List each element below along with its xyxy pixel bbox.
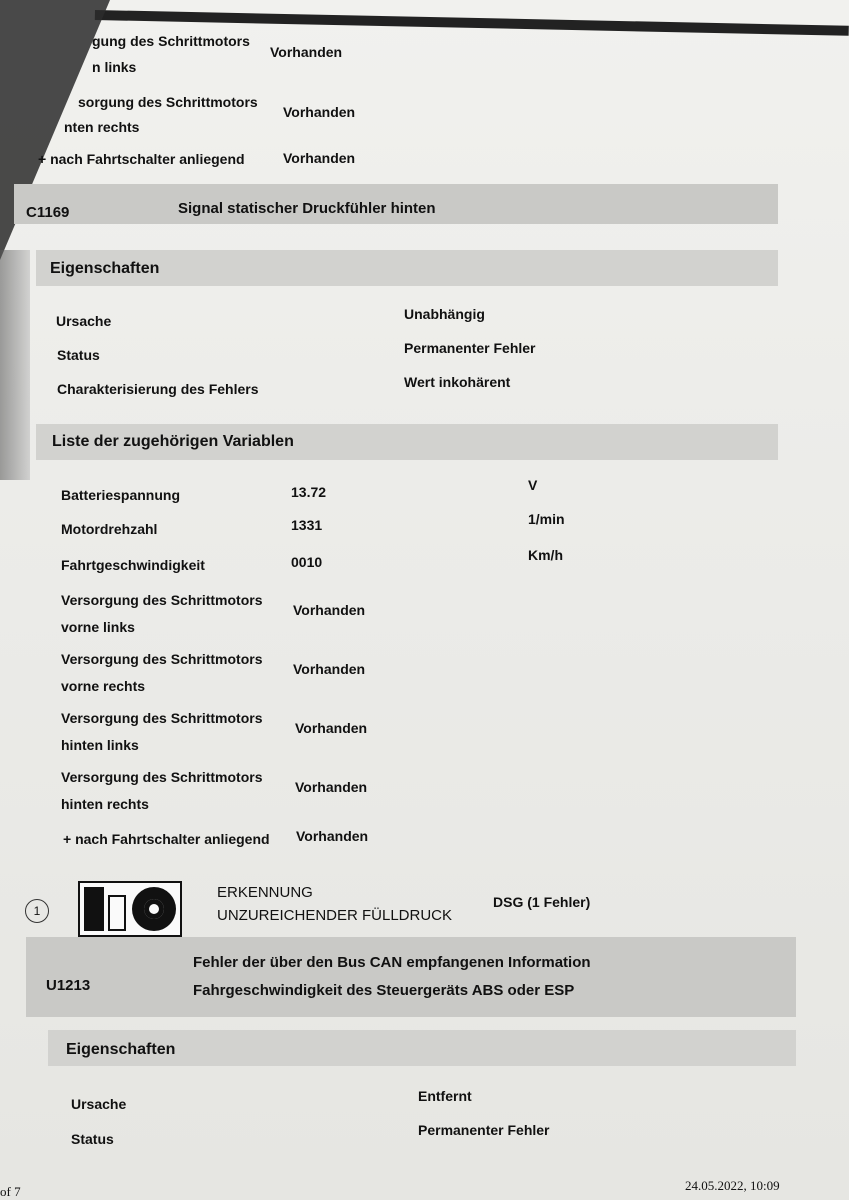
stepper-label-1: Versorgung des Schrittmotors [61,710,263,726]
fault1-prop-label: Ursache [56,313,112,329]
stepper-label-2: hinten rechts [61,796,149,812]
detection-system: DSG (1 Fehler) [493,894,591,910]
variable-label: Motordrehzahl [61,521,158,537]
print-datetime: 24.05.2022, 10:09 [685,1178,780,1193]
fault2-prop-label: Status [71,1131,114,1147]
fragment-row2-label-1: sorgung des Schrittmotors [78,94,258,110]
gearbox-icon [78,881,182,937]
variable-label: Fahrtgeschwindigkeit [61,557,205,573]
fragment-row1-label-1: gung des Schrittmotors [92,33,250,49]
stepper-value: Vorhanden [295,779,368,795]
fragment-row3-label: + nach Fahrtschalter anliegend [38,151,245,167]
stepper-label-1: Versorgung des Schrittmotors [61,769,263,785]
stepper-label-2: vorne rechts [61,678,146,694]
stepper-label-1: Versorgung des Schrittmotors [61,592,263,608]
fragment-row2-value: Vorhanden [283,104,356,120]
fault1-variables-heading: Liste der zugehörigen Variablen [52,433,294,450]
fault2-properties-heading: Eigenschaften [66,1041,176,1058]
page-number: of 7 [0,1184,21,1199]
stepper-value: Vorhanden [293,661,366,677]
variable-unit: 1/min [528,511,565,527]
detection-line1: ERKENNUNG [217,884,313,901]
variable-value: 1331 [291,517,323,533]
fault2-prop-value: Permanenter Fehler [418,1122,550,1138]
fault1-prop-value: Permanenter Fehler [404,340,536,356]
ignition-label: + nach Fahrtschalter anliegend [63,831,270,847]
stepper-value: Vorhanden [293,602,366,618]
variable-value: 0010 [291,554,323,570]
fault2-prop-value: Entfernt [418,1088,472,1104]
variable-unit: V [528,477,538,493]
variable-value: 13.72 [291,484,327,500]
fault2-title-line1: Fehler der über den Bus CAN empfangenen Information [193,954,591,971]
fault2-code: U1213 [46,977,91,994]
stepper-label-2: hinten links [61,737,139,753]
fault2-header-bar [26,937,796,1017]
stepper-label-1: Versorgung des Schrittmotors [61,651,263,667]
fault1-prop-value: Unabhängig [404,306,485,322]
folded-edge-shadow [0,250,30,480]
fault1-properties-heading: Eigenschaften [50,260,160,277]
detection-number-badge: 1 [25,899,49,923]
fault2-title-line2: Fahrgeschwindigkeit des Steuergeräts ABS oder ESP [193,982,575,999]
fault1-title: Signal statischer Druckfühler hinten [178,200,436,217]
fragment-row2-label-2: nten rechts [64,119,140,135]
fault1-code: C1169 [26,204,70,221]
stepper-label-2: vorne links [61,619,135,635]
fragment-row1-label-2: n links [92,59,137,75]
variable-unit: Km/h [528,547,563,563]
fault1-prop-value: Wert inkohärent [404,374,511,390]
stepper-value: Vorhanden [295,720,368,736]
variable-label: Batteriespannung [61,487,181,503]
fault2-prop-label: Ursache [71,1096,127,1112]
ignition-value: Vorhanden [296,828,369,844]
fault1-prop-label: Charakterisierung des Fehlers [57,381,259,397]
detection-line2: UNZUREICHENDER FÜLLDRUCK [217,907,453,924]
fragment-row1-value: Vorhanden [270,44,343,60]
fault1-prop-label: Status [57,347,100,363]
fragment-row3-value: Vorhanden [283,150,356,166]
